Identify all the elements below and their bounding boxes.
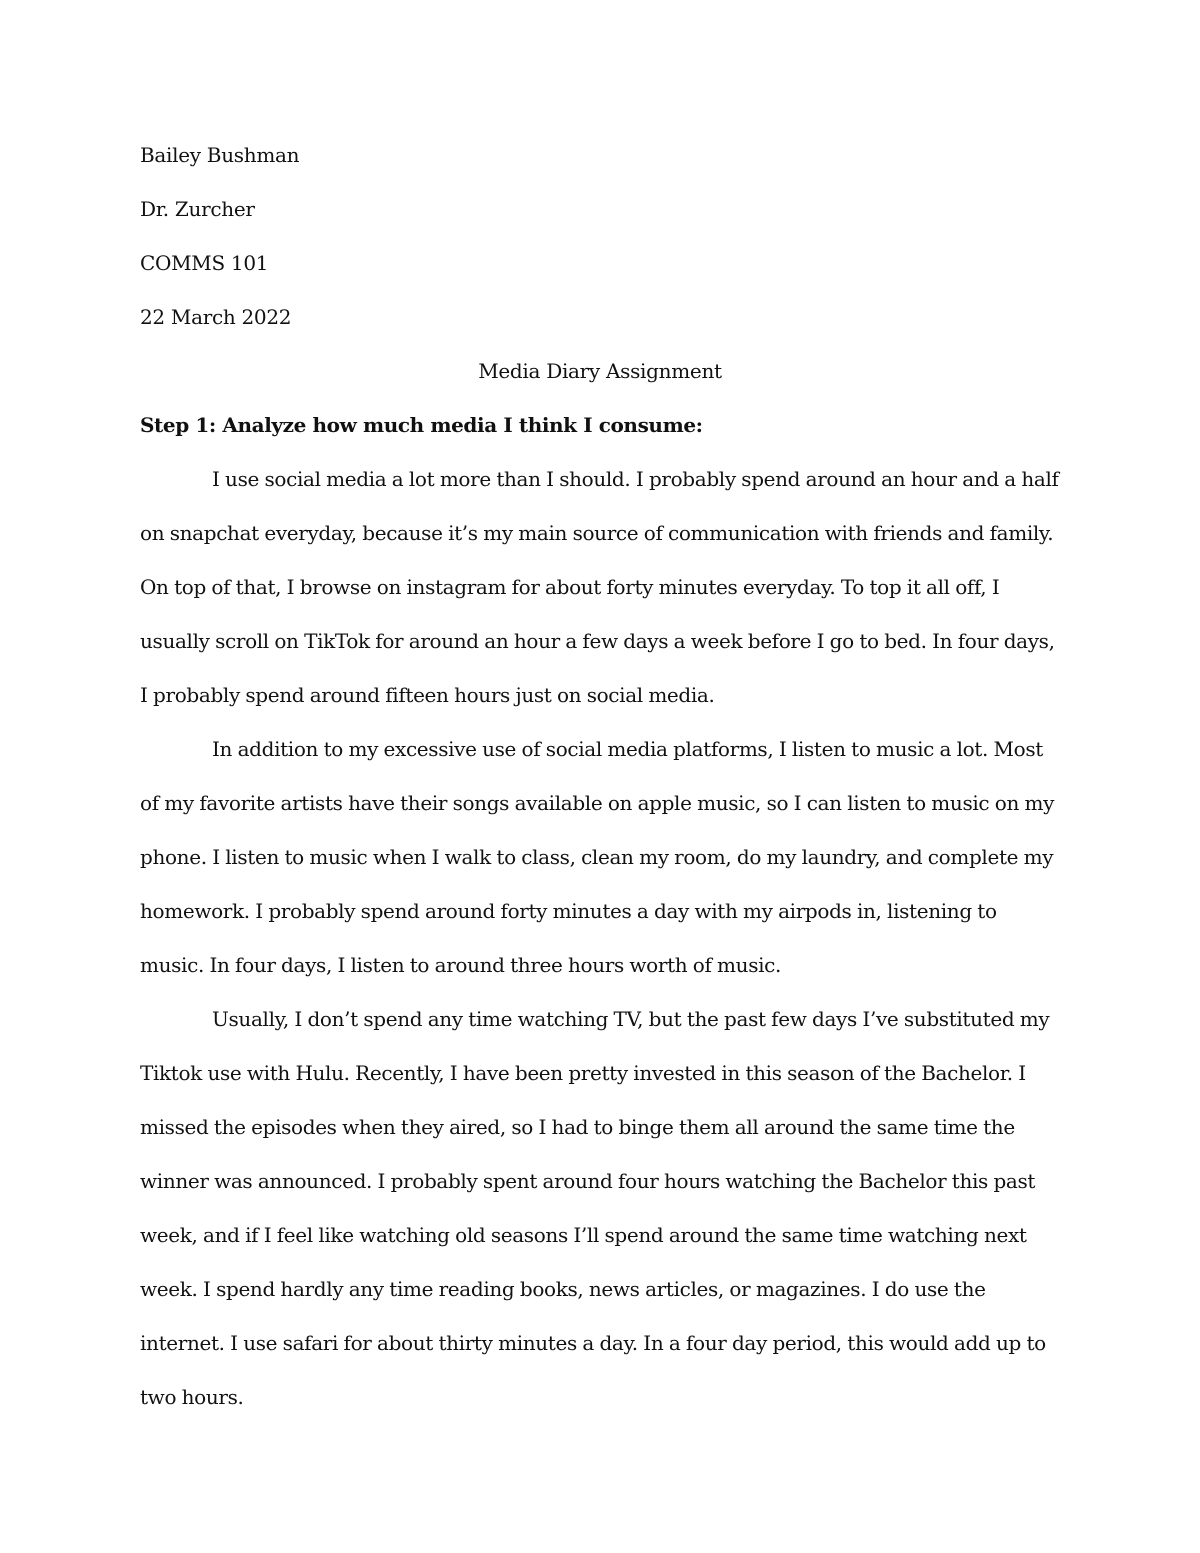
course-name: COMMS 101	[140, 251, 269, 275]
document-title: Media Diary Assignment	[478, 359, 722, 383]
student-name: Bailey Bushman	[140, 143, 300, 167]
step-1-heading: Step 1: Analyze how much media I think I consume:	[140, 413, 703, 437]
paragraph-music: In addition to my excessive use of social media platforms, I listen to music a lot. Most of my favorite artists have their songs available on apple music, so I can listen to music on my phone. I listen to music when I walk to class, clean my room, do my laundry, and complete my homework. I probably spend around forty minutes a day with my airpods in, listening to music. In four days, I listen to around three hours worth of music.	[140, 737, 1055, 977]
paragraph-social-media: I use social media a lot more than I should. I probably spend around an hour and a half on snapchat everyday, because it’s my main source of communication with friends and family. On top of that, I browse on instagram for about forty minutes everyday. To top it all off, I usually scroll on TikTok for around an hour a few days a week before I go to bed. In four days, I probably spend around fifteen hours just on social media.	[140, 467, 1059, 707]
instructor-name: Dr. Zurcher	[140, 197, 255, 221]
paragraph-tv-internet: Usually, I don’t spend any time watching TV, but the past few days I’ve substituted my Tiktok use with Hulu. Recently, I have been pretty invested in this season of the Bachelor. I missed the episodes when they aired, so I had to binge them all around the same time the winner was announced. I probably spent around four hours watching the Bachelor this past week, and if I feel like watching old seasons I’ll spend around the same time watching next week. I spend hardly any time reading books, news articles, or magazines. I do use the internet. I use safari for about thirty minutes a day. In a four day period, this would add up to two hours.	[140, 1007, 1050, 1409]
document-date: 22 March 2022	[140, 305, 292, 329]
document-body	[140, 128, 1060, 1424]
